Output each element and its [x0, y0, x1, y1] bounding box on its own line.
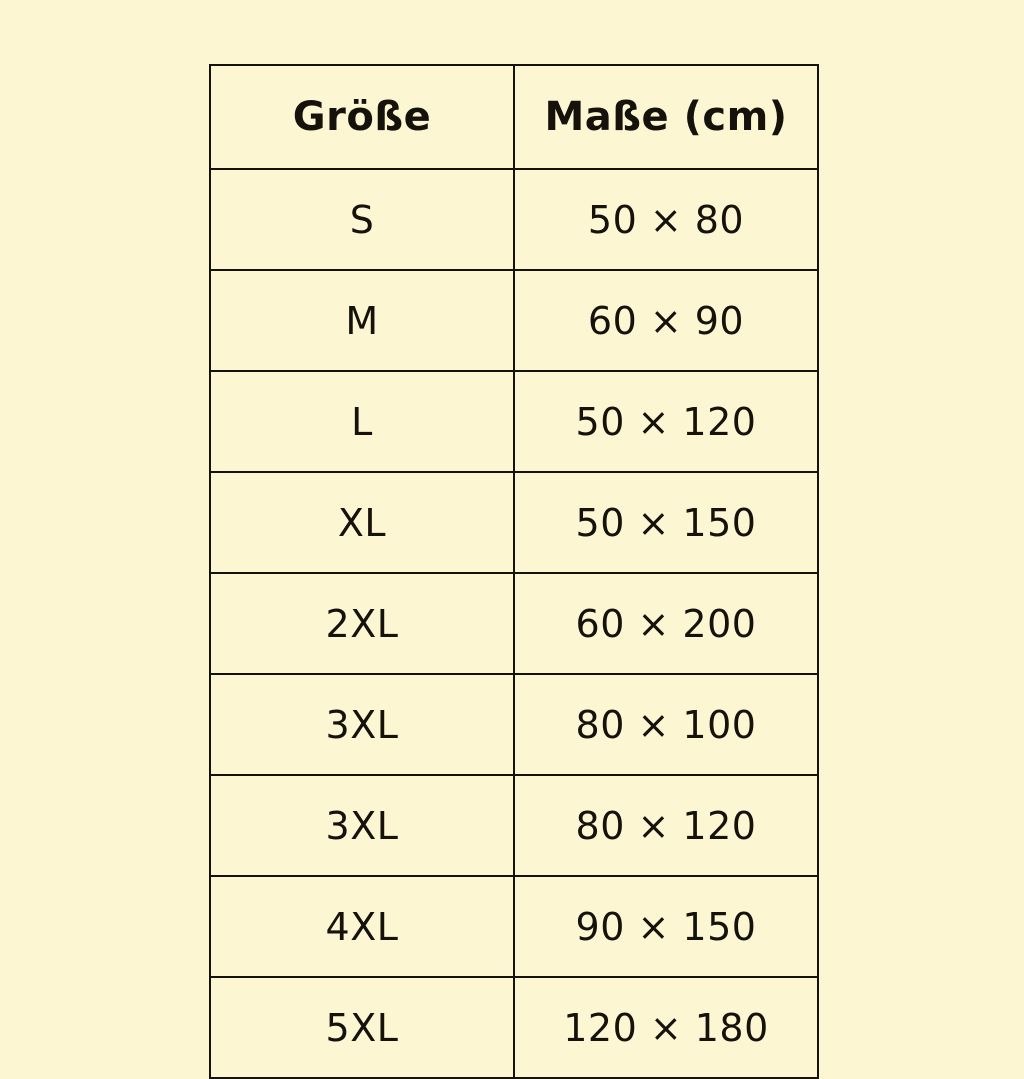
- table-row: [210, 472, 818, 573]
- cell-dimensions: 80 × 100: [514, 674, 818, 775]
- cell-size: S: [210, 169, 514, 270]
- table-header-row: [210, 65, 818, 169]
- cell-size: XL: [210, 472, 514, 573]
- cell-size: M: [210, 270, 514, 371]
- table-row: [210, 674, 818, 775]
- table-row: [210, 371, 818, 472]
- size-chart-table: [209, 64, 819, 1079]
- cell-dimensions: 90 × 150: [514, 876, 818, 977]
- table-row: [210, 270, 818, 371]
- cell-size: 5XL: [210, 977, 514, 1078]
- cell-size: L: [210, 371, 514, 472]
- cell-dimensions: 60 × 200: [514, 573, 818, 674]
- table-row: [210, 876, 818, 977]
- cell-dimensions: 50 × 120: [514, 371, 818, 472]
- cell-dimensions: 50 × 150: [514, 472, 818, 573]
- column-header-dimensions: Maße (cm): [514, 65, 818, 169]
- cell-size: 4XL: [210, 876, 514, 977]
- table-row: [210, 977, 818, 1078]
- table-header: [210, 65, 818, 169]
- cell-size: 2XL: [210, 573, 514, 674]
- cell-size: 3XL: [210, 674, 514, 775]
- cell-size: 3XL: [210, 775, 514, 876]
- column-header-size: Größe: [210, 65, 514, 169]
- cell-dimensions: 80 × 120: [514, 775, 818, 876]
- table-row: [210, 169, 818, 270]
- table-row: [210, 775, 818, 876]
- cell-dimensions: 120 × 180: [514, 977, 818, 1078]
- cell-dimensions: 50 × 80: [514, 169, 818, 270]
- cell-dimensions: 60 × 90: [514, 270, 818, 371]
- table-row: [210, 573, 818, 674]
- table-body: [210, 169, 818, 1078]
